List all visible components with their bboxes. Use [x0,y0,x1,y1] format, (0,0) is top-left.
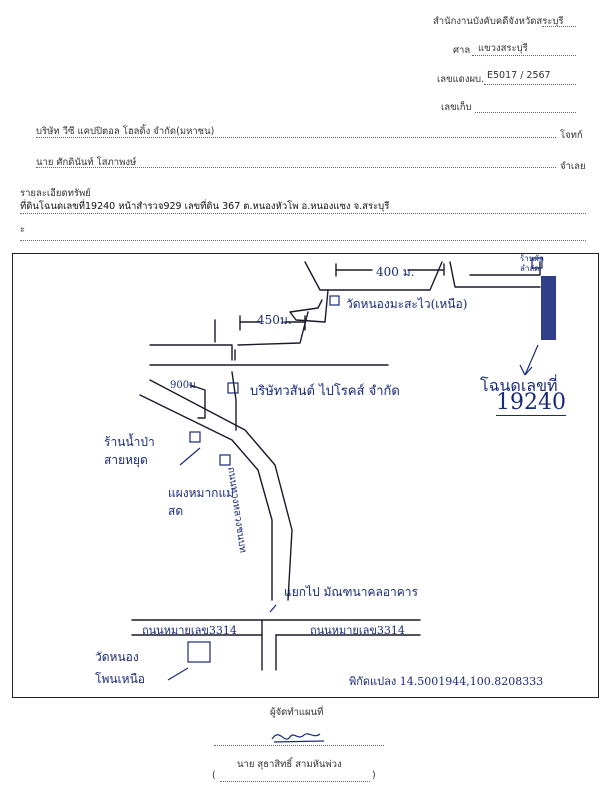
property-extra-mark: ะ [20,224,26,235]
junction-label: แยกไป มัณฑนาคลอาคาร [284,585,418,599]
top-road-inner [290,290,328,322]
map-maker-label: ผู้จัดทำแผนที่ [270,707,324,718]
plaintiff-name: บริษัท วีซี แคปปิตอล โฮลดิ้ง จำกัด(มหาชน) [36,126,215,137]
temple-north-marker [330,296,339,305]
top-road-outer [305,262,442,290]
water-shop-label: ร้านน้ำป่า สายหยุด [104,435,155,467]
paren-open: ( [212,770,216,781]
fruit-shop-marker [220,455,230,465]
vertical-road-label: ถนนทางหลวงชนบท [225,466,249,554]
leader-lines [168,448,200,680]
water-shop-marker [190,432,200,442]
temple-south-marker [188,642,210,662]
case-red-value: E5017 / 2567 [487,70,551,81]
road-3314-left-label: ถนนหมายเลข3314 [142,624,237,637]
plaintiff-role: โจทก์ [560,130,583,141]
deed-label: โฉนดเลขที่ [480,376,558,395]
court-value: แขวงสระบุรี [478,43,528,54]
property-label: รายละเอียดทรัพย์ [20,188,91,199]
deed-arrow [520,345,538,375]
distance-400: 400 ม. [376,265,415,279]
road-3314-right-label: ถนนหมายเลข3314 [310,624,405,637]
distance-900: 900ม. [170,380,199,391]
deed-plot [541,276,556,340]
road-south-stub [262,635,276,670]
court-label: ศาล [453,45,471,56]
property-detail: ที่ดินโฉนดเลขที่19240 หน้าสำรวจ929 เลขที่ดิน 367 ต.หนองหัวโพ อ.หนองแซง จ.สระบุรี [20,201,390,212]
case-no-label: เลขเก็บ [441,102,472,113]
temple-north-label: วัดหนองมะสะไว(เหนือ) [346,297,468,311]
junction-mark [270,605,276,612]
office-title: สำนักงานบังคับคดีจังหวัดสระบุรี [433,16,564,27]
company-label: บริษัทวสันต์ ไปโรคส์ จำกัด [250,384,400,399]
temple-south-label: วัดหนอง โพนเหนือ [95,650,145,686]
case-red-label: เลขแดงผบ. [437,74,485,85]
connector [232,372,236,430]
coordinates: พิกัดแปลง 14.5001944,100.8208333 [349,675,544,688]
paren-dots [220,781,370,782]
company-marker [228,383,238,393]
paren-close: ) [372,770,376,781]
signature [270,725,330,747]
fruit-shop-label: แผงหมากแม่ สด [168,486,235,518]
top-right-note: ร้านผัก ลำลัด [520,254,544,273]
signature-dots [214,745,384,746]
distance-450: 450ม. [257,313,292,327]
maker-name: นาย สุธาสิทธิ์ สามหันพ่วง [237,759,342,770]
defendant-name: นาย ศักดินันท์ โสภาพงษ์ [36,157,137,168]
defendant-role: จำเลย [560,161,586,172]
deed-number: 19240 [496,390,566,415]
